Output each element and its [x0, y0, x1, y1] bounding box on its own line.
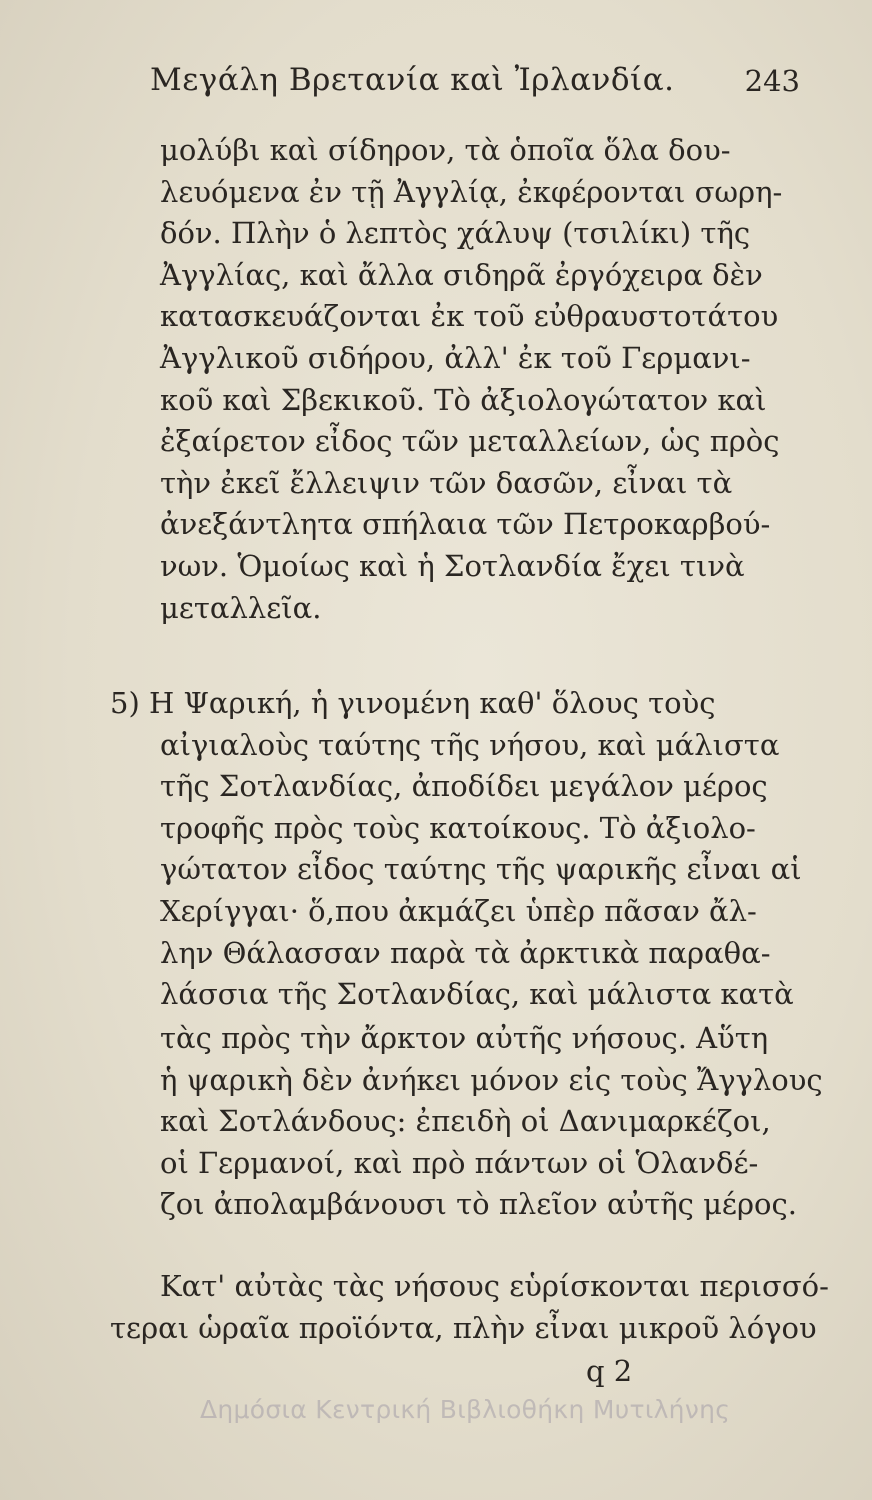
text-line: μολύβι καὶ σίδηρον, τὰ ὁποῖα ὅλα δου- [160, 133, 731, 167]
text-line: ἀνεξάντλητα σπήλαια τῶν Πετροκαρβού- [160, 507, 771, 542]
text-line: Ἀγγλίας, καὶ ἄλλα σιδηρᾶ ἐργόχειρα δὲν [160, 257, 763, 292]
text-line: λάσσια τῆς Σοτλανδίας, καὶ μάλιστα κατὰ [160, 977, 794, 1012]
library-watermark: Δημόσια Κεντρική Βιβλιοθήκη Μυτιλήνης [200, 1395, 731, 1424]
paragraph-islands [110, 1266, 829, 1349]
text-line: τῆς Σοτλανδίας, ἀποδίδει μεγάλον μέρος [160, 769, 768, 804]
text-line: μεταλλεῖα. [160, 590, 322, 625]
running-title: Μεγάλη Βρετανία καὶ Ἰρλανδία. [150, 62, 675, 98]
text-line: τεραι ὡραῖα προϊόντα, πλὴν εἶναι μικροῦ λόγου [110, 1310, 817, 1345]
page-header [150, 62, 800, 112]
text-line: γώτατον εἶδος ταύτης τῆς ψαρικῆς εἶναι αἱ [160, 852, 802, 887]
text-line: ζοι ἀπολαμβάνουσι τὸ πλεῖον αὐτῆς μέρος. [160, 1187, 797, 1222]
paragraph-fishing-cont [160, 1018, 823, 1226]
text-line: Ἀγγλικοῦ σιδήρου, ἀλλ' ἐκ τοῦ Γερμανι- [160, 340, 751, 375]
text-line: αἰγιαλοὺς ταύτης τῆς νήσου, καὶ μάλιστα [160, 727, 780, 762]
text-line: λην Θάλασσαν παρὰ τὰ ἀρκτικὰ παραθα- [160, 935, 771, 970]
text-line: ἐξαίρετον εἶδος τῶν μεταλλείων, ὡς πρὸς [160, 424, 780, 459]
printer-signature: q 2 [586, 1354, 633, 1388]
text-line: δόν. Πλὴν ὁ λεπτὸς χάλυψ (τσιλίκι) τῆς [160, 216, 751, 251]
text-line: καὶ Σοτλάνδους: ἐπειδὴ οἱ Δανιμαρκέζοι, [160, 1104, 771, 1139]
text-line: κοῦ καὶ Σβεκικοῦ. Τὸ ἀξιολογώτατον καὶ [160, 382, 767, 417]
text-line: Κατ' αὐτὰς τὰς νήσους εὑρίσκονται περισσό- [160, 1269, 829, 1303]
text-line: κατασκευάζονται ἐκ τοῦ εὐθραυστοτάτου [160, 299, 779, 334]
section-heading-line: 5) Η Ψαρική, ἡ γινομένη καθ' ὅλους τοὺς [110, 686, 716, 720]
text-line: νων. Ὁμοίως καὶ ἡ Σοτλανδία ἔχει τινὰ [160, 548, 745, 583]
page-number: 243 [744, 64, 800, 98]
text-line: ἡ ψαρικὴ δὲν ἀνήκει μόνον εἰς τοὺς Ἄγγλους [160, 1062, 823, 1097]
text-line: λευόμενα ἐν τῇ Ἀγγλίᾳ, ἐκφέρονται σωρη- [160, 174, 783, 209]
text-line: τὰς πρὸς τὴν ἄρκτον αὐτῆς νήσους. Αὕτη [160, 1021, 769, 1055]
text-line: τὴν ἐκεῖ ἔλλειψιν τῶν δασῶν, εἶναι τὰ [160, 465, 733, 500]
text-line: Χερίγγαι· ὅ,που ἀκμάζει ὑπὲρ πᾶσαν ἄλ- [160, 893, 757, 928]
paragraph-metals [160, 130, 788, 629]
text-line: τροφῆς πρὸς τοὺς κατοίκους. Τὸ ἀξιολο- [160, 810, 756, 845]
text-line: οἱ Γερμανοί, καὶ πρὸ πάντων οἱ Ὁλανδέ- [160, 1145, 759, 1180]
paragraph-fishing [110, 683, 802, 1016]
